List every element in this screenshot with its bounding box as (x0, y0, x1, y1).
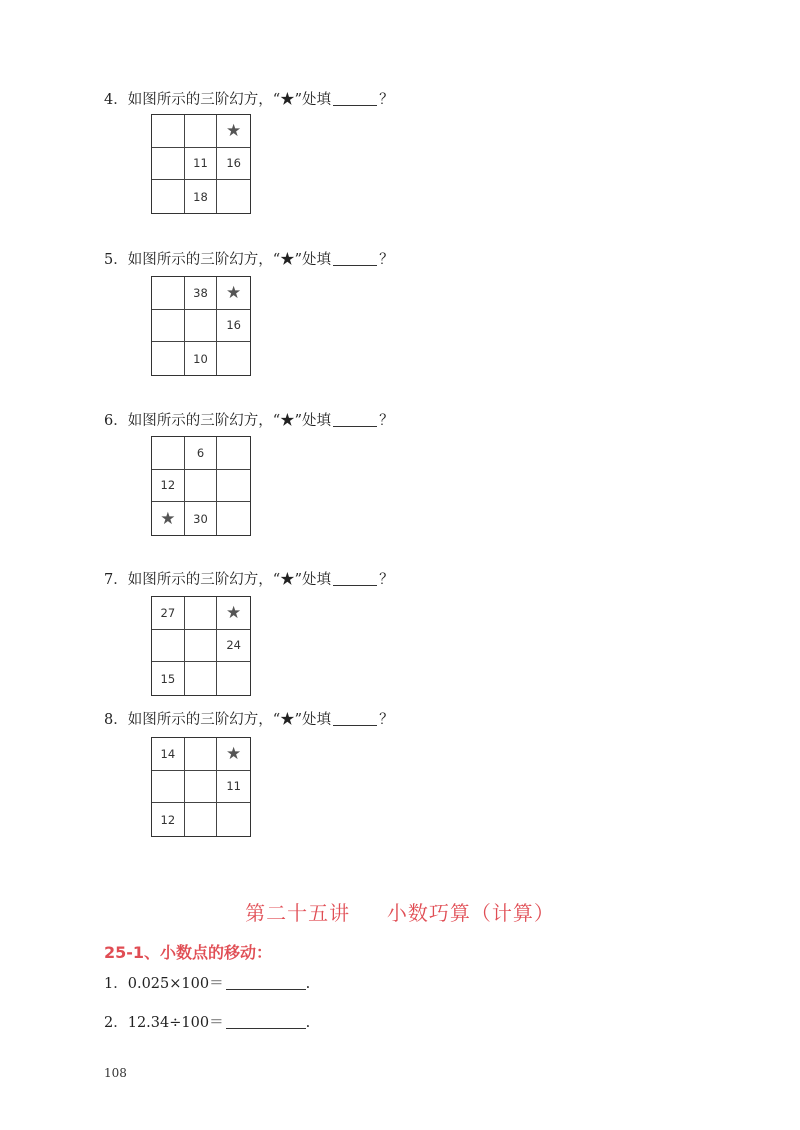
star-icon: ★ (152, 502, 185, 535)
grid-cell (152, 630, 185, 663)
grid-cell (185, 738, 218, 771)
lecture-title: 第二十五讲 小数巧算（计算） (245, 901, 555, 925)
question-8-text: 8．如图所示的三阶幻方，“★”处填 ？ (104, 712, 394, 728)
calc-item-2: 2．12.34÷100＝ . (104, 1015, 311, 1031)
grid-cell (152, 771, 185, 804)
page-number: 108 (104, 1066, 127, 1080)
grid-cell: 16 (217, 310, 250, 343)
grid-cell: 12 (152, 470, 185, 503)
grid-cell (185, 597, 218, 630)
grid-cell: 16 (217, 148, 250, 181)
grid-cell (152, 310, 185, 343)
answer-blank[interactable] (333, 91, 377, 106)
star-icon: ★ (217, 115, 250, 148)
grid-cell: 27 (152, 597, 185, 630)
magic-square-6 (151, 436, 251, 536)
grid-cell (185, 630, 218, 663)
grid-cell: 12 (152, 803, 185, 836)
grid-cell: 15 (152, 662, 185, 695)
grid-cell (152, 180, 185, 213)
grid-cell (152, 115, 185, 148)
section-title: 25-1、小数点的移动： (104, 943, 273, 962)
grid-cell (152, 342, 185, 375)
grid-cell: 14 (152, 738, 185, 771)
grid-cell: 24 (217, 630, 250, 663)
grid-cell (217, 502, 250, 535)
answer-blank[interactable] (333, 571, 377, 586)
grid-cell (217, 803, 250, 836)
answer-blank[interactable] (333, 251, 377, 266)
star-icon: ★ (217, 277, 250, 310)
star-icon: ★ (217, 738, 250, 771)
grid-cell: 11 (185, 148, 218, 181)
grid-cell: 10 (185, 342, 218, 375)
answer-blank[interactable] (333, 711, 377, 726)
answer-blank[interactable] (333, 412, 377, 427)
grid-cell (217, 180, 250, 213)
grid-cell: 30 (185, 502, 218, 535)
grid-cell (217, 437, 250, 470)
answer-blank[interactable] (226, 1014, 306, 1029)
grid-cell: 18 (185, 180, 218, 213)
grid-cell (185, 662, 218, 695)
calc-item-1: 1．0.025×100＝ . (104, 976, 311, 992)
grid-cell (217, 662, 250, 695)
grid-cell: 11 (217, 771, 250, 804)
magic-square-5 (151, 276, 251, 376)
grid-cell: 6 (185, 437, 218, 470)
grid-cell (217, 470, 250, 503)
answer-blank[interactable] (226, 975, 306, 990)
grid-cell (152, 277, 185, 310)
grid-cell (185, 771, 218, 804)
question-4-text: 4．如图所示的三阶幻方，“★”处填 ？ (104, 92, 394, 108)
grid-cell (185, 470, 218, 503)
grid-cell (152, 437, 185, 470)
grid-cell (152, 148, 185, 181)
magic-square-8 (151, 737, 251, 837)
grid-cell (217, 342, 250, 375)
star-icon: ★ (217, 597, 250, 630)
grid-cell (185, 803, 218, 836)
question-6-text: 6．如图所示的三阶幻方，“★”处填 ？ (104, 413, 394, 429)
question-7-text: 7．如图所示的三阶幻方，“★”处填 ？ (104, 572, 394, 588)
question-5-text: 5．如图所示的三阶幻方，“★”处填 ？ (104, 252, 394, 268)
grid-cell (185, 115, 218, 148)
magic-square-7 (151, 596, 251, 696)
grid-cell (185, 310, 218, 343)
grid-cell: 38 (185, 277, 218, 310)
magic-square-4 (151, 114, 251, 214)
